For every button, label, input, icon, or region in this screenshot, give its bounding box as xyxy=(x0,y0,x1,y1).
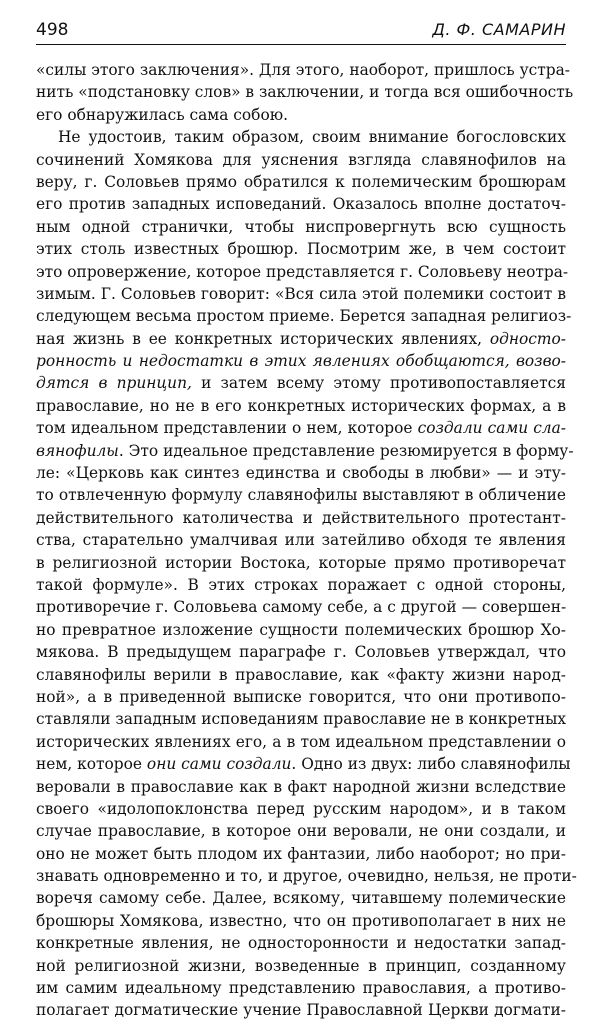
text-line xyxy=(36,932,566,954)
text-line xyxy=(36,305,572,327)
text-run: этих столь известных брошюр. Посмотрим же, в чем состоит xyxy=(36,240,566,259)
text-line xyxy=(36,641,566,663)
text-line xyxy=(36,820,566,842)
italic-phrase: дятся в принцип, xyxy=(36,374,192,393)
text-run: веру, г. Соловьев прямо обратился к полемическим брошюрам xyxy=(36,172,566,191)
text-run: действительного католичества и действительного протестант- xyxy=(36,508,566,527)
text-line xyxy=(36,328,566,350)
text-line xyxy=(36,955,566,977)
text-line xyxy=(36,395,566,417)
text-line xyxy=(36,81,574,103)
text-line xyxy=(36,261,569,283)
text-run: противоречие г. Соловьева самому себе, а с другой — совершен- xyxy=(36,598,567,617)
text-line xyxy=(36,596,566,618)
text-line xyxy=(36,910,566,932)
text-line xyxy=(36,798,566,820)
text-line xyxy=(36,216,566,238)
text-run: ным одной странички, чтобы ниспровергнуть всю сущность xyxy=(36,217,566,236)
text-line xyxy=(36,484,566,506)
text-run: такой формуле». В этих строках поражает с одной стороны, xyxy=(36,575,566,594)
text-line xyxy=(36,843,566,865)
text-run: Не удостоив, таким образом, своим внимание богословских xyxy=(58,128,566,147)
text-run: зимым. Г. Соловьев говорит: «Вся сила этой полемики состоит в xyxy=(36,284,566,303)
text-run: оно не может быть плодом их фантазии, либо наоборот; но при- xyxy=(36,844,566,863)
text-run: том идеальном представлении о нем, которое xyxy=(36,419,413,438)
text-line xyxy=(36,865,577,887)
text-run: его против западных исповеданий. Оказалось вполне достаточ- xyxy=(36,195,566,214)
text-line xyxy=(36,283,566,305)
book-page xyxy=(36,20,577,1022)
text-line xyxy=(36,552,566,574)
italic-phrase: односто- xyxy=(489,329,566,348)
italic-phrase: ронность и недостатки в этих явлениях обобщаются, возво- xyxy=(36,352,566,371)
text-run: своего «идолопоклонства перед русским народом», и в таком xyxy=(36,799,566,818)
text-run: его обнаружилась сама собою. xyxy=(36,105,289,124)
text-line xyxy=(36,686,566,708)
italic-phrase: вянофилы xyxy=(36,441,119,460)
text-run: и затем всему этому противопоставляется xyxy=(201,374,566,393)
text-run: ства, старательно умалчивая или затейливо обходя те явления xyxy=(36,531,566,550)
text-run: воречя самому себе. Далее, всякому, читавшему полемические xyxy=(36,889,566,908)
text-line xyxy=(36,529,566,551)
text-line xyxy=(36,440,574,462)
text-run: ставляли западным исповеданиям православие не в конкретных xyxy=(36,710,567,729)
text-run: то отвлеченную формулу славянофилы выставляют в обличение xyxy=(36,486,566,505)
text-line xyxy=(36,171,566,193)
text-line xyxy=(36,776,566,798)
text-line xyxy=(36,708,566,730)
text-run: полагает догматические учение Православной Церкви догмати- xyxy=(36,1001,566,1020)
text-line xyxy=(36,731,566,753)
text-line xyxy=(36,372,566,394)
text-run: нить «подстановку слов» в заключении, и тогда вся ошибочность xyxy=(36,83,574,102)
text-run: это опровержение, которое представляется г. Соловьеву неотра- xyxy=(36,262,569,281)
text-line xyxy=(36,574,566,596)
text-run: им самим идеальному представлению православия, а противо- xyxy=(36,979,566,998)
text-run: «силы этого заключения». Для этого, наоборот, пришлось устра- xyxy=(36,61,570,79)
italic-phrase: они сами создали xyxy=(146,755,292,774)
text-run: следующем весьма простом приеме. Берется западная религиоз- xyxy=(36,307,572,326)
text-line xyxy=(36,238,566,260)
text-run: православие, но не в его конкретных исторических формах, а в xyxy=(36,396,566,415)
italic-phrase: создали сами сла- xyxy=(417,419,566,438)
text-run: сочинений Хомякова для уяснения взгляда славянофилов на xyxy=(36,150,566,169)
text-run: . Одно из двух: либо славянофилы xyxy=(291,755,571,774)
text-run: нем, которое xyxy=(36,755,143,774)
text-run: случае православие, в которое они веровали, не они создали, и xyxy=(36,822,566,841)
body-text xyxy=(36,59,577,1022)
text-line xyxy=(36,59,570,81)
text-line xyxy=(36,126,566,148)
text-line xyxy=(36,149,566,171)
text-run: славянофилы верили в православие, как «факту жизни народ- xyxy=(36,665,566,684)
text-line xyxy=(36,350,566,372)
text-run: ная жизнь в ее конкретных исторических явлениях, xyxy=(36,329,483,348)
text-line xyxy=(36,753,571,775)
text-run: в религиозной истории Востока, которые прямо противоречат xyxy=(36,553,566,572)
text-run: но превратное изложение сущности полемических брошюр Хо- xyxy=(36,620,566,639)
running-title: Д. Ф. САМАРИН xyxy=(432,20,566,39)
text-run: ле: «Церковь как синтез единства и свободы в любви» — и эту- xyxy=(36,464,566,483)
text-line xyxy=(36,619,566,641)
text-line xyxy=(36,977,566,999)
text-run: ной», а в приведенной выписке говорится, что они противопо- xyxy=(36,687,566,706)
text-run: конкретные явления, не односторонности и недостатки запад- xyxy=(36,934,566,953)
text-line xyxy=(36,193,566,215)
text-line xyxy=(36,417,566,439)
text-line xyxy=(36,887,566,909)
page-number: 498 xyxy=(36,20,69,40)
text-run: . Это идеальное представление резюмируется в форму- xyxy=(118,441,574,460)
text-run: знавать одновременно и то, и другое, очевидно, нельзя, не проти- xyxy=(36,867,577,886)
page-header xyxy=(36,20,566,45)
text-line xyxy=(36,507,566,529)
text-run: веровали в православие как в факт народной жизни вследствие xyxy=(36,777,566,796)
text-run: брошюры Хомякова, известно, что он противополагает в них не xyxy=(36,911,566,930)
text-run: ной религиозной жизни, возведенные в принцип, созданному xyxy=(36,956,566,975)
text-line xyxy=(36,664,566,686)
text-run: мякова. В предыдущем параграфе г. Соловьев утверждал, что xyxy=(36,643,566,662)
text-line xyxy=(36,104,566,126)
text-line xyxy=(36,999,566,1021)
text-line xyxy=(36,462,566,484)
text-run: исторических явлениях его, а в том идеальном представлении о xyxy=(36,732,566,751)
